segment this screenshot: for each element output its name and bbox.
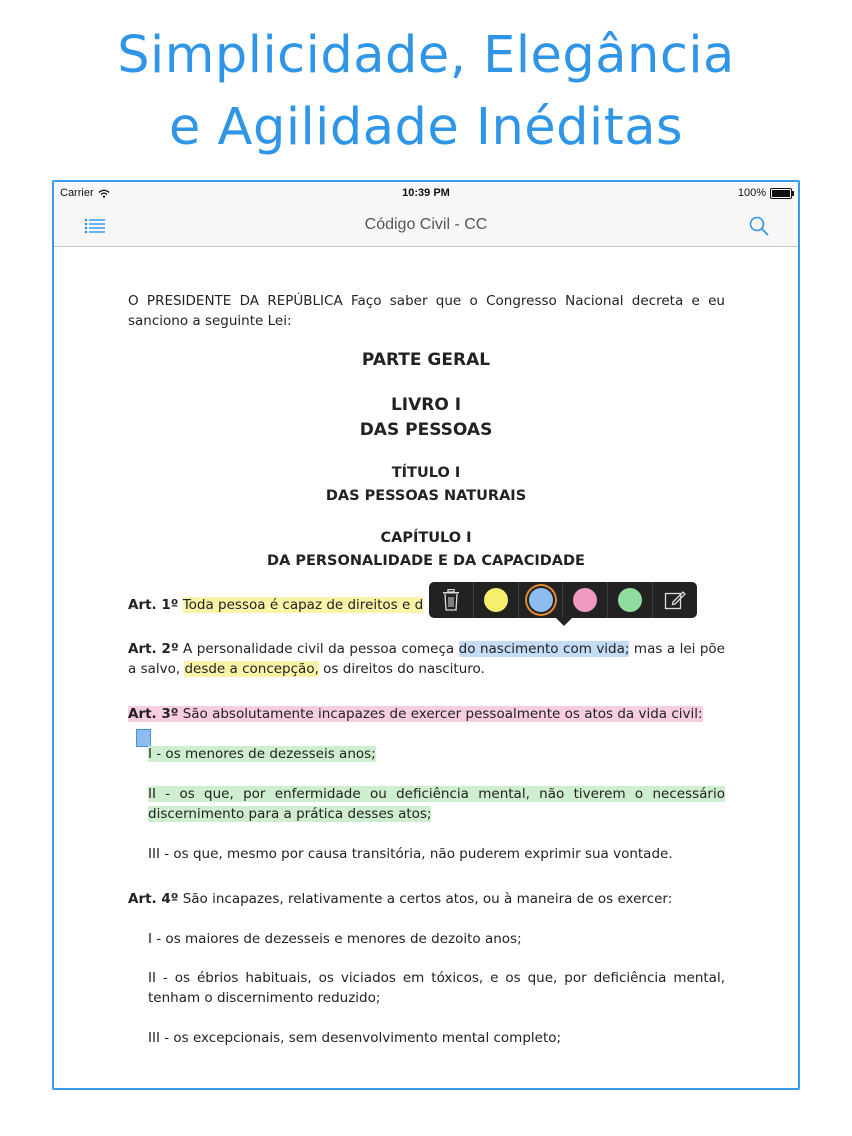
blue-swatch [529, 588, 553, 612]
article-2-text-3: os direitos do nascituro. [318, 661, 485, 677]
pink-swatch [573, 588, 597, 612]
promo-headline [0, 20, 852, 164]
article-4-label: Art. 4º [128, 891, 179, 907]
highlight-green-2[interactable]: II - os que, por enfermidade ou deficiência mental, não tiverem o necessário discernimento para a prática desses atos; [148, 786, 725, 822]
yellow-swatch [484, 588, 508, 612]
article-4-item-ii: II - os ébrios habituais, os viciados em tóxicos, e os que, por deficiência mental, tenham o discernimento reduzido; [148, 970, 725, 1006]
color-blue-button[interactable] [519, 582, 564, 618]
article-4-item-i: I - os maiores de dezesseis e menores de dezoito anos; [148, 931, 522, 947]
status-time: 10:39 PM [402, 187, 450, 199]
article-2-text-2: mas a lei põe a salvo, [128, 641, 725, 677]
preamble: O PRESIDENTE DA REPÚBLICA Faço saber que o Congresso Nacional decreta e eu sanciono a seguinte Lei: [128, 293, 725, 329]
nav-title: Código Civil - CC [364, 216, 488, 233]
search-button[interactable] [748, 215, 770, 237]
headline-line-2: e Agilidade Inéditas [168, 98, 684, 157]
search-icon [748, 215, 770, 237]
heading-livro: LIVRO I [390, 395, 462, 415]
color-yellow-button[interactable] [474, 582, 519, 618]
device-screen [52, 180, 800, 1090]
note-edit-icon [664, 589, 686, 611]
highlight-green[interactable]: I - os menores de dezesseis anos; [148, 746, 376, 762]
article-3-item-iii: III - os que, mesmo por causa transitória, não puderem exprimir sua vontade. [148, 846, 673, 862]
article-4[interactable] [128, 889, 725, 909]
color-green-button[interactable] [608, 582, 653, 618]
heading-capitulo-title: DA PERSONALIDADE E DA CAPACIDADE [267, 553, 585, 569]
headline-line-1: Simplicidade, Elegância [117, 26, 735, 85]
carrier-label: Carrier [60, 187, 94, 199]
article-3[interactable] [128, 704, 725, 724]
article-3-label: Art. 3º [128, 706, 179, 722]
highlight-menu [429, 582, 697, 618]
battery-percent: 100% [737, 187, 766, 199]
heading-livro-title: DAS PESSOAS [359, 420, 493, 440]
article-3-item-ii[interactable] [148, 784, 725, 824]
color-pink-button[interactable] [563, 582, 608, 618]
status-bar [54, 182, 798, 204]
battery-indicator [738, 187, 792, 199]
nav-bar [54, 204, 798, 247]
highlight-blue[interactable]: do nascimento com vida; [458, 641, 630, 657]
battery-icon [770, 188, 792, 199]
heading-capitulo: CAPÍTULO I [380, 530, 472, 546]
delete-highlight-button[interactable] [429, 582, 474, 618]
trash-icon [442, 589, 460, 611]
heading-titulo-title: DAS PESSOAS NATURAIS [325, 488, 527, 504]
article-4-text: São incapazes, relativamente a certos atos, ou à maneira de os exercer: [178, 891, 673, 907]
add-note-button[interactable] [653, 582, 697, 618]
article-2-label: Art. 2º [128, 641, 179, 657]
document-content[interactable] [54, 247, 798, 1087]
highlight-yellow[interactable]: Toda pessoa é capaz de direitos e d [182, 597, 424, 613]
article-1-label: Art. 1º [128, 597, 179, 613]
article-2-text-1: A personalidade civil da pessoa começa [183, 641, 459, 657]
heading-parte: PARTE GERAL [361, 350, 491, 370]
highlight-pink[interactable] [128, 706, 703, 722]
article-3-item-i[interactable] [148, 744, 725, 764]
article-4-item-iii: III - os excepcionais, sem desenvolvimento mental completo; [148, 1030, 562, 1046]
heading-titulo: TÍTULO I [391, 465, 461, 481]
green-swatch [618, 588, 642, 612]
article-2[interactable] [128, 639, 725, 679]
article-3-text: São absolutamente incapazes de exercer pessoalmente os atos da vida civil: [178, 706, 703, 722]
highlight-yellow-2[interactable]: desde a concepção, [184, 661, 319, 677]
